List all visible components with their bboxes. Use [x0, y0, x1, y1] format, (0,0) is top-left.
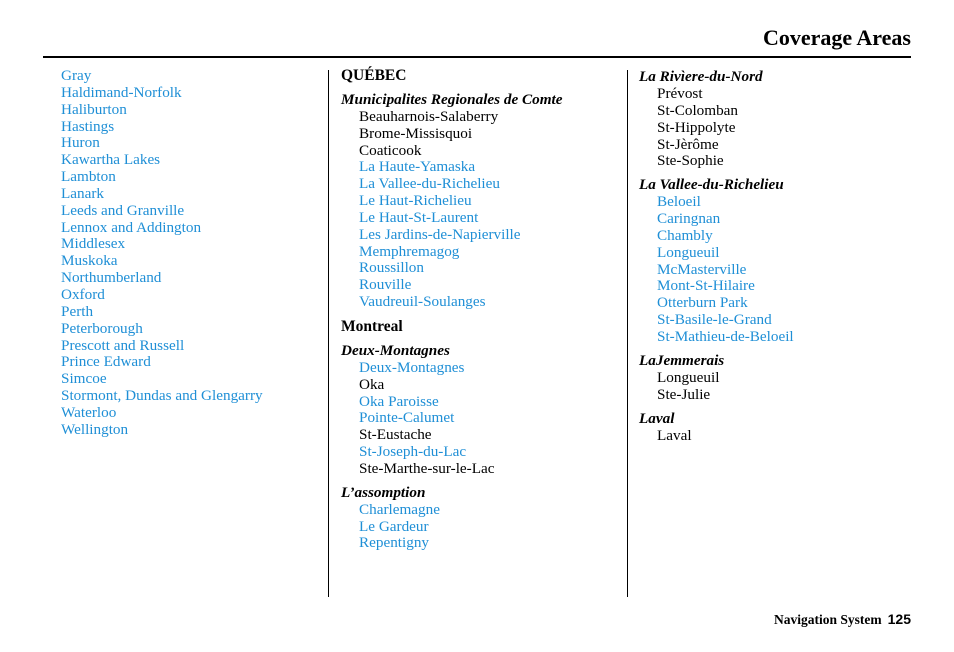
- region-text: St-Eustache: [359, 426, 432, 444]
- region-link[interactable]: Stormont, Dundas and Glengarry: [61, 387, 263, 405]
- region-text: St-Jèrôme: [657, 135, 719, 153]
- region-link[interactable]: Muskoka: [61, 252, 118, 270]
- section-heading: La Rivìere-du-Nord: [639, 68, 763, 85]
- region-link[interactable]: Les Jardins-de-Napierville: [359, 225, 521, 243]
- region-link[interactable]: Lambton: [61, 168, 116, 186]
- region-link[interactable]: Vaudreuil-Soulanges: [359, 293, 486, 311]
- region-link[interactable]: Lanark: [61, 184, 105, 202]
- region-link[interactable]: Hastings: [61, 117, 115, 135]
- region-text: Ste-Marthe-sur-le-Lac: [359, 459, 495, 477]
- region-link[interactable]: Memphremagog: [359, 242, 460, 260]
- section-heading: Deux-Montagnes: [341, 341, 450, 359]
- footer-label: Navigation System: [774, 612, 882, 627]
- page-title: Coverage Areas: [762, 25, 911, 50]
- region-text: Ste-Sophie: [657, 152, 724, 170]
- region-link[interactable]: Peterborough: [61, 319, 143, 337]
- region-link[interactable]: Oka Paroisse: [359, 392, 439, 410]
- region-link[interactable]: Kawartha Lakes: [61, 151, 161, 169]
- region-link[interactable]: St-Mathieu-de-Beloeil: [657, 327, 794, 345]
- region-link[interactable]: Prince Edward: [61, 353, 151, 371]
- section-heading: L’assomption: [341, 483, 426, 501]
- region-link[interactable]: Pointe-Calumet: [359, 409, 455, 427]
- header-rule: [43, 56, 911, 58]
- region-link[interactable]: Perth: [61, 302, 94, 320]
- region-link[interactable]: Charlemagne: [359, 500, 440, 518]
- section-heading: Laval: [639, 409, 675, 427]
- region-link[interactable]: McMasterville: [657, 260, 747, 278]
- region-link[interactable]: Longueuil: [657, 243, 720, 261]
- page-footer: [774, 611, 911, 628]
- column-divider: [627, 70, 628, 597]
- column-ontario-list: [61, 68, 321, 439]
- region-link[interactable]: Huron: [61, 134, 100, 152]
- region-link[interactable]: Rouville: [359, 276, 412, 294]
- column-quebec-continued: [639, 68, 909, 444]
- region-link[interactable]: Haliburton: [61, 100, 127, 118]
- region-link[interactable]: La Haute-Yamaska: [359, 158, 476, 176]
- region-text: Ste-Julie: [657, 385, 711, 403]
- column-quebec: [341, 68, 621, 552]
- province-heading: QUÉBEC: [341, 67, 407, 84]
- region-text: Prévost: [657, 85, 703, 102]
- region-link[interactable]: Simcoe: [61, 370, 107, 388]
- region-link[interactable]: Middlesex: [61, 235, 126, 253]
- region-link[interactable]: Otterburn Park: [657, 294, 748, 312]
- region-text: St-Colomban: [657, 101, 739, 119]
- region-link[interactable]: Northumberland: [61, 269, 162, 287]
- region-link[interactable]: Prescott and Russell: [61, 336, 185, 354]
- region-link[interactable]: Chambly: [657, 226, 713, 244]
- column-divider: [328, 70, 329, 597]
- region-link[interactable]: Roussillon: [359, 259, 424, 277]
- region-text: Longueuil: [657, 368, 720, 386]
- section-heading: La Vallee-du-Richelieu: [639, 176, 784, 194]
- region-link[interactable]: Leeds and Granville: [61, 201, 185, 219]
- region-link[interactable]: Gray: [61, 67, 92, 84]
- region-link[interactable]: Beloeil: [657, 193, 701, 211]
- region-link[interactable]: Oxford: [61, 285, 105, 303]
- page-number: 125: [887, 611, 911, 627]
- region-link[interactable]: Le Haut-St-Laurent: [359, 208, 479, 226]
- region-text: Brome-Missisquoi: [359, 124, 473, 142]
- region-link[interactable]: Le Haut-Richelieu: [359, 192, 472, 210]
- region-link[interactable]: Waterloo: [61, 403, 117, 421]
- region-link[interactable]: Repentigny: [359, 534, 430, 552]
- region-link[interactable]: Le Gardeur: [359, 517, 429, 535]
- region-link[interactable]: St-Joseph-du-Lac: [359, 443, 467, 461]
- section-heading: LaJemmerais: [639, 351, 725, 369]
- city-heading: Montreal: [341, 317, 403, 335]
- region-link[interactable]: Wellington: [61, 420, 129, 438]
- region-link[interactable]: Deux-Montagnes: [359, 358, 465, 376]
- region-link[interactable]: St-Basile-le-Grand: [657, 311, 772, 329]
- region-link[interactable]: Caringnan: [657, 210, 721, 228]
- region-text: Beauharnois-Salaberry: [359, 107, 499, 125]
- region-link[interactable]: Haldimand-Norfolk: [61, 83, 182, 101]
- region-link[interactable]: La Vallee-du-Richelieu: [359, 175, 500, 193]
- region-text: Oka: [359, 375, 385, 393]
- region-text: St-Hippolyte: [657, 118, 736, 136]
- region-text: Coaticook: [359, 141, 422, 159]
- region-text: Laval: [657, 426, 692, 444]
- region-link[interactable]: Lennox and Addington: [61, 218, 202, 236]
- region-link[interactable]: Mont-St-Hilaire: [657, 277, 755, 295]
- section-heading: Municipalites Regionales de Comte: [341, 90, 563, 108]
